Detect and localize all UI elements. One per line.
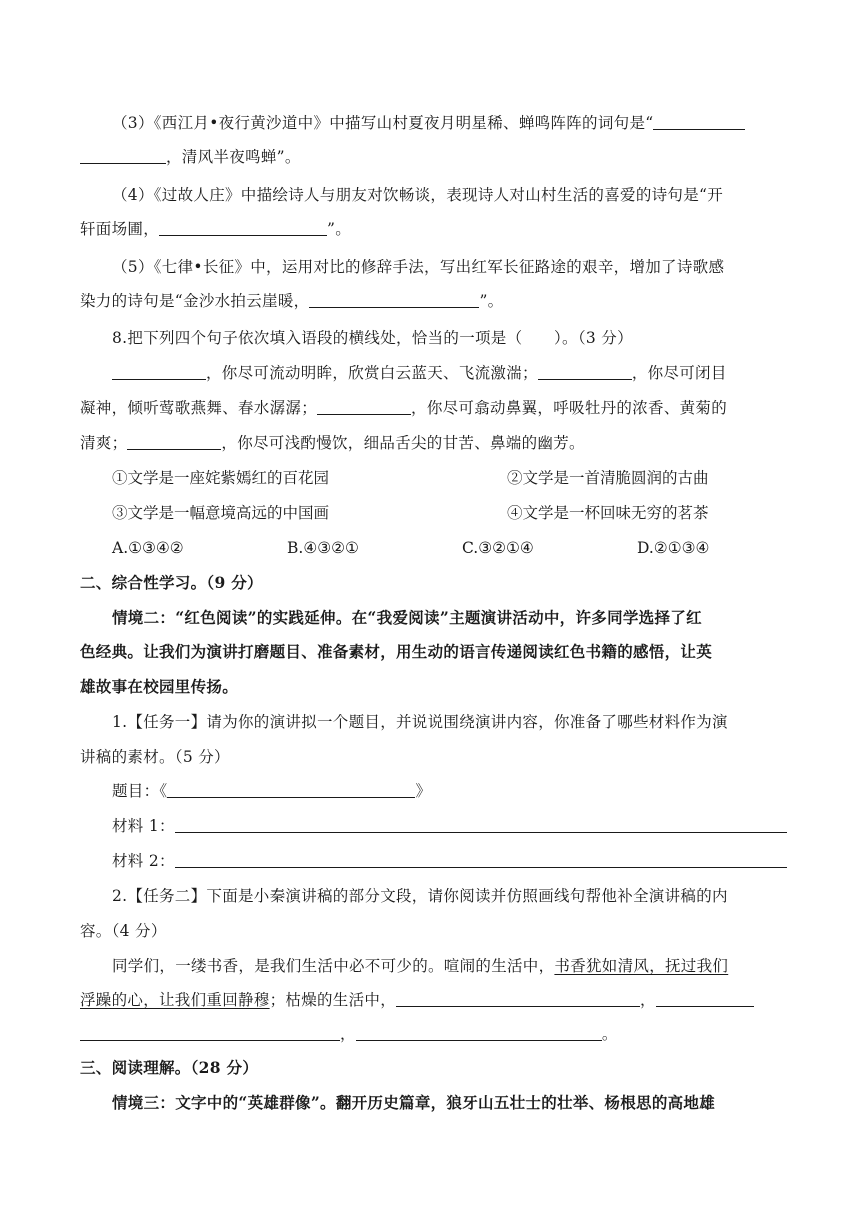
sentence-option-1: ①文学是一座姹紫嫣红的百花园 [112, 469, 330, 487]
q8-passage-text: ，你尽可浅酌慢饮，细品舌尖的甘苦、鼻端的幽芳。 [221, 434, 585, 452]
punctuation: 。 [601, 1025, 618, 1043]
section-3-heading: 三、阅读理解。（28 分） [80, 1058, 259, 1077]
title-input[interactable] [167, 781, 415, 798]
context-2-line-1: 情境二：“红色阅读”的实践延伸。在“我爱阅读”主题演讲活动中，许多同学选择了红 [112, 608, 702, 627]
choice-c[interactable]: C.③②①④ [462, 539, 534, 557]
q3-text-end: ，清风半夜鸣蝉”。 [166, 148, 301, 166]
title-field [112, 780, 792, 802]
material-1-input[interactable] [175, 816, 787, 833]
material-1-field [112, 815, 792, 837]
title-close: 》 [415, 782, 432, 800]
choice-d[interactable]: D.②①③④ [637, 539, 710, 557]
context-2-line-2: 色经典。让我们为演讲打磨题目、准备素材，用生动的语言传递阅读红色书籍的感悟，让英 [80, 642, 713, 661]
material-2-field [112, 850, 792, 872]
answer-blank[interactable] [127, 433, 221, 450]
q4-text: 轩面场圃， [80, 220, 160, 238]
material-2-label: 材料 2： [112, 852, 175, 870]
q5-text-end: ”。 [479, 292, 504, 310]
q4-line-1: （4）《过故人庄》中描绘诗人与朋友对饮畅谈，表现诗人对山村生活的喜爱的诗句是“开 [112, 186, 724, 204]
q8-passage-text: ，你尽可翕动鼻翼，呼吸牡丹的浓香、黄菊的 [411, 399, 728, 417]
sentence-option-3: ③文学是一幅意境高远的中国画 [112, 504, 330, 522]
title-label: 题目：《 [112, 782, 168, 800]
q3-line-1 [112, 112, 792, 134]
answer-blank[interactable] [656, 990, 754, 1007]
q3-line-2 [80, 146, 792, 168]
material-1-label: 材料 1： [112, 817, 175, 835]
answer-blank[interactable] [80, 147, 166, 164]
answer-blank[interactable] [653, 113, 745, 130]
q5-text: 染力的诗句是“金沙水拍云崖暖， [80, 292, 310, 310]
speech-line-2 [80, 989, 792, 1011]
speech-text: 同学们，一缕书香，是我们生活中必不可少的。喧闹的生活中， [112, 957, 555, 975]
answer-blank[interactable] [112, 363, 206, 380]
q8-passage-line-2 [80, 397, 792, 419]
q8-passage-text: 凝神，倾听莺歌燕舞、春水潺潺； [80, 399, 318, 417]
speech-line-3 [80, 1023, 792, 1045]
answer-blank[interactable] [80, 1024, 340, 1041]
q3-text: （3）《西江月•夜行黄沙道中》中描写山村夏夜月明星稀、蝉鸣阵阵的词句是“ [112, 114, 654, 132]
material-2-input[interactable] [175, 851, 787, 868]
q8-passage-text: 清爽； [80, 434, 128, 452]
speech-line-1 [112, 955, 792, 977]
punctuation: ， [340, 1025, 356, 1043]
choice-b[interactable]: B.④③②① [287, 539, 359, 557]
answer-blank[interactable] [356, 1024, 602, 1041]
q8-passage-text: ，你尽可流动明眸，欣赏白云蓝天、飞流激湍； [206, 364, 538, 382]
q4-text-end: ”。 [327, 220, 352, 238]
answer-blank[interactable] [396, 990, 640, 1007]
q5-line-1: （5）《七律•长征》中，运用对比的修辞手法，写出红军长征路途的艰辛，增加了诗歌感 [112, 258, 725, 276]
q8-passage-line-3 [80, 432, 792, 454]
sentence-option-4: ④文学是一杯回味无穷的茗茶 [507, 504, 709, 522]
section-2-heading: 二、综合性学习。（9 分） [80, 573, 263, 592]
punctuation: ， [640, 991, 656, 1009]
q8-stem: 8.把下列四个句子依次填入语段的横线处，恰当的一项是（ ）。（3 分） [112, 329, 633, 347]
task2-line-2: 容。（4 分） [80, 922, 167, 940]
context-3-line-1: 情境三：文字中的“英雄群像”。翻开历史篇章，狼牙山五壮士的壮举、杨根思的高地雄 [112, 1093, 716, 1112]
q8-passage-line-1 [112, 362, 792, 384]
answer-blank[interactable] [159, 219, 327, 236]
underlined-sentence: 浮躁的心，让我们重回静穆 [80, 991, 270, 1009]
q5-line-2 [80, 290, 792, 312]
task2-line-1: 2.【任务二】下面是小秦演讲稿的部分文段，请你阅读并仿照画线句帮他补全演讲稿的内 [112, 887, 728, 905]
speech-text: ；枯燥的生活中， [269, 991, 397, 1009]
context-2-line-3: 雄故事在校园里传扬。 [80, 677, 239, 696]
sentence-option-2: ②文学是一首清脆圆润的古曲 [507, 469, 709, 487]
underlined-sentence: 书香犹如清风，抚过我们 [554, 957, 729, 975]
answer-blank[interactable] [538, 363, 632, 380]
q8-passage-text: ，你尽可闭目 [631, 364, 727, 382]
q4-line-2 [80, 218, 792, 240]
task1-line-1: 1.【任务一】请为你的演讲拟一个题目，并说说围绕演讲内容，你准备了哪些材料作为演 [112, 713, 728, 731]
answer-blank[interactable] [317, 398, 411, 415]
answer-blank[interactable] [309, 291, 479, 308]
choice-a[interactable]: A.①③④② [112, 539, 184, 557]
task1-line-2: 讲稿的素材。（5 分） [80, 748, 230, 766]
